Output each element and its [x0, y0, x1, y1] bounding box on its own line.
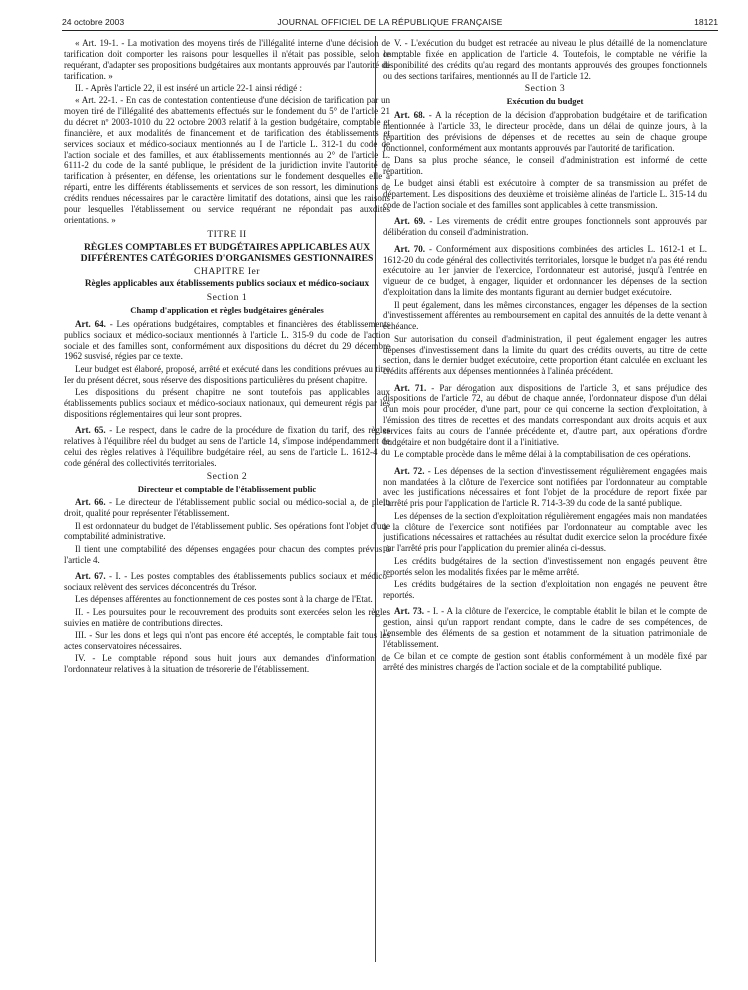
article-67-label: Art. 67.: [75, 571, 106, 582]
article-71-text: - Par dérogation aux dispositions de l'article 3, et sans préjudice des dispositions de l'article 72, au début de chaque année, l'ordonnateur dispose d'un délai d'un mois pour procéder, d'une part, pour ce qui concerne la section d'exploitation, à l'émission des titres de recettes et des mandats correspondant aux droits acquis et aux services faits au cours de l'année précédente et, d'autre part, aux opérations d'ordre budgétaire et non budgétaire dont il a l'initiative.: [383, 382, 707, 447]
article-64-label: Art. 64.: [75, 318, 106, 329]
article-70-label: Art. 70.: [394, 243, 426, 254]
article-73-label: Art. 73.: [394, 606, 425, 617]
article-68-text: - A la réception de la décision d'approbation budgétaire et de tarification mentionnée à l'article 33, le directeur procède, dans un délai de quinze jours, à la répartition des prévisions de dépenses et de recettes au sein de chaque groupe fonctionnel, conformément aux montants approuvés par l'autorité de tarification.: [383, 110, 707, 153]
section-3-heading: Section 3: [524, 83, 566, 95]
left-column: [64, 38, 390, 968]
article-71: [383, 383, 707, 448]
article-73: [383, 606, 707, 649]
article-64-text: - Les opérations budgétaires, comptables et financières des établissements publics sociaux et médico-sociaux mentionnés à l'article L. 315-9 du code de l'action sociale et des familles sont, conformément aux dispositions du décret du 29 décembre 1962 susvisé, régies par ce texte.: [64, 318, 390, 362]
section-3-subtitle: Exécution du budget: [506, 96, 584, 107]
article-73-para-2: Ce bilan et ce compte de gestion sont établis conformément à un modèle fixé par arrêté des ministres chargés de l'action sociale et de la comptabilité publique.: [383, 651, 707, 673]
article-65-text: - Le respect, dans le cadre de la procédure de fixation du tarif, des règles relatives à l'équilibre réel du budget au sens de l'article 14, s'impose indépendamment de celui des règles relatives à l'équilibre budgétaire réel, au sens de l'article L. 1612-4 du code général des collectivités territoriales.: [64, 425, 390, 468]
header-rule: [62, 30, 718, 31]
article-67-para-2: Les dépenses afférentes au fonctionnement de ces postes sont à la charge de l'Etat.: [75, 594, 373, 605]
article-65: [64, 425, 390, 468]
article-72-para-2: Les dépenses de la section d'exploitation régulièrement engagées mais non mandatées à la clôture de l'exercice sont notifiées par l'ordonnateur au comptable avec les justifications nécessaires et rattachées au résultat dudit exercice selon la procédure fixée par l'arrêté pris pour l'application du premier alinéa ci-dessus.: [383, 510, 707, 554]
article-67-v-paragraph: V. - L'exécution du budget est retracée au niveau le plus détaillé de la nomenclature comptable fixée en application de l'article 4. Toutefois, le comptable ne vérifie la disponibilité des crédits qu'au regard des montants approuvés des groupes fonctionnels ou des sections tarifaires, mentionnés au II de l'article 12.: [383, 38, 707, 81]
section-1-heading: Section 1: [206, 292, 248, 304]
insertion-paragraph: II. - Après l'article 22, il est inséré un article 22-1 ainsi rédigé :: [75, 82, 302, 93]
article-67-para-5: IV. - Le comptable répond sous huit jours aux demandes d'information de l'ordonnateur relatives à la situation de trésorerie de l'établissement.: [64, 653, 390, 675]
right-column: [383, 38, 707, 968]
article-68-label: Art. 68.: [394, 110, 425, 121]
titre-heading: TITRE II: [207, 228, 247, 240]
article-67-para-4: III. - Sur les dons et legs qui n'ont pas encore été acceptés, le comptable fait tous les actes conservatoires nécessaires.: [64, 630, 390, 652]
article-67-para-3: II. - Les poursuites pour le recouvrement des produits sont exercées selon les règles suivies en matière de contributions directes.: [64, 606, 390, 628]
chapitre-heading: CHAPITRE Ier: [194, 266, 260, 278]
article-71-para-2: Le comptable procède dans le même délai à la comptabilisation de ces opérations.: [394, 449, 691, 460]
section-1-subtitle: Champ d'application et règles budgétaires générales: [130, 305, 324, 316]
article-69-label: Art. 69.: [394, 216, 426, 227]
art-22-1-paragraph: « Art. 22-1. - En cas de contestation contentieuse d'une décision de tarification par un moyen tiré de l'illégalité des abattements effectués sur le fondement du 5° de l'article 21 du décret nº 2003-1010 du 22 octobre 2003 relatif à la gestion budgétaire, comptable et financière, et aux modalités de financement et de tarification des établissements et services sociaux et médico-sociaux mentionnés au I de l'article L. 312-1 du code de l'action sociale et des familles, et aux établissements mentionnés au 2° de l'article L. 6111-2 du code de la santé publique, le président de la juridiction invite l'autorité de tarification à présenter, en défense, les orientations sur le fondement desquelles elle a réparti, entre les différents établissements et services de son ressort, les diminutions de crédits rendues nécessaires par le caractère limitatif des dotations, ainsi que les raisons pour lesquelles l'établissement ou service requérant ne répondait pas auxdites orientations. »: [64, 95, 390, 225]
article-64-para-3: Les dispositions du présent chapitre ne sont toutefois pas applicables aux établissements publics sociaux et médico-sociaux nationaux, qui demeurent régis par les dispositions réglementaires qui leur sont propres.: [64, 387, 390, 419]
article-68: [383, 110, 707, 153]
article-72: [383, 466, 707, 509]
article-68-para-2: Dans sa plus proche séance, le conseil d'administration est informé de cette répartition.: [383, 155, 707, 176]
article-70: [383, 244, 707, 298]
article-72-para-4: Les crédits budgétaires de la section d'exploitation non engagés ne peuvent être reportés.: [383, 578, 707, 600]
article-67: [64, 571, 390, 593]
article-72-label: Art. 72.: [394, 465, 425, 476]
header-date: 24 octobre 2003: [62, 17, 125, 27]
journal-title: JOURNAL OFFICIEL DE LA RÉPUBLIQUE FRANÇAISE: [277, 17, 503, 27]
article-72-text: - Les dépenses de la section d'investissement régulièrement engagées mais non mandatées à la clôture de l'exercice sont notifiées par l'ordonnateur au comptable avec les justifications nécessaires et font l'objet de la procédure de report fixée par l'arrêté pris pour l'application de l'article R. 714-3-39 du code de la santé publique.: [383, 465, 707, 509]
section-2-heading: Section 2: [206, 470, 248, 482]
article-66-label: Art. 66.: [75, 497, 106, 508]
article-64-para-2: Leur budget est élaboré, proposé, arrêté et exécuté dans les conditions prévues au titre Ier du présent décret, sous réserve des dispositions particulières du présent chapitre.: [64, 363, 390, 385]
section-2-subtitle: Directeur et comptable de l'établissement public: [137, 483, 317, 494]
article-70-text: - Conformément aux dispositions combinées des articles L. 1612-1 et L. 1612-20 du code général des collectivités territoriales, lorsque le budget n'a pas été rendu exécutoire au 1er janvier de l'exercice, l'ordonnateur est autorisé, jusqu'à l'entrée en vigueur de ce budget, à engager, liquider et ordonnancer les dépenses de la section d'exploitation dans la limite des montants figurant au dernier budget exécutoire.: [383, 243, 707, 298]
chapitre-subtitle: Règles applicables aux établissements publics sociaux et médico-sociaux: [84, 279, 370, 290]
page-header: [62, 8, 718, 26]
article-73-text: - I. - A la clôture de l'exercice, le comptable établit le bilan et le compte de gestion, ainsi qu'un rapport rendant compte, dans le cadre de ses compétences, de l'ensemble des éléments de sa gestion et notamment de la situation patrimoniale de l'établissement.: [383, 606, 707, 649]
article-68-para-3: Le budget ainsi établi est exécutoire à compter de sa transmission au préfet de département. Les dispositions des deuxième et troisième alinéas de l'article L. 315-14 du code de l'action sociale et des familles sont applicables à cette transmission.: [383, 178, 707, 210]
article-64: [64, 319, 390, 362]
article-70-para-2: Il peut également, dans les mêmes circonstances, engager les dépenses de la section d'investissement afférentes au remboursement en capital des annuités de la dette venant à échéance.: [383, 299, 707, 332]
article-66-para-3: Il tient une comptabilité des dépenses engagées pour chacun des comptes prévus à l'article 4.: [64, 543, 390, 565]
article-69: [383, 216, 707, 238]
article-66-text: - Le directeur de l'établissement public social ou médico-social a, de plein droit, qualité pour représenter l'établissement.: [64, 497, 390, 519]
art-19-1-paragraph: « Art. 19-1. - La motivation des moyens tirés de l'illégalité interne d'une décision de tarification doit comporter les raisons pour lesquelles il n'était pas possible, selon le requérant, d'adapter ses propositions budgétaires aux montants approuvés par l'autorité de tarification. »: [64, 38, 390, 81]
article-66-para-2: Il est ordonnateur du budget de l'établissement public. Ses opérations font l'objet d'une comptabilité administrative.: [64, 520, 390, 542]
article-71-label: Art. 71.: [394, 382, 427, 393]
article-65-label: Art. 65.: [75, 425, 106, 436]
article-67-text: - I. - Les postes comptables des établissements publics sociaux et médico-sociaux relèvent des services déconcentrés du Trésor.: [64, 571, 390, 593]
article-72-para-3: Les crédits budgétaires de la section d'investissement non engagés peuvent être reportés selon les modalités fixées par le même arrêté.: [383, 555, 707, 577]
article-70-para-3: Sur autorisation du conseil d'administration, il peut également engager les autres dépenses d'investissement dans la limite du quart des crédits ouverts, au titre de cette section, dans le dernier budget exécutoire, cette proportion étant calculée en excluant les crédits afférents aux dépenses mentionnées à l'alinéa précédent.: [383, 333, 707, 377]
article-69-text: - Les virements de crédit entre groupes fonctionnels sont approuvés par délibération du conseil d'administration.: [383, 216, 707, 238]
page-number: 18121: [694, 17, 718, 27]
article-66: [64, 497, 390, 519]
titre-subtitle: RÈGLES COMPTABLES ET BUDGÉTAIRES APPLICABLES AUX DIFFÉRENTES CATÉGORIES D'ORGANISMES GESTIONNAIRES: [80, 242, 374, 265]
